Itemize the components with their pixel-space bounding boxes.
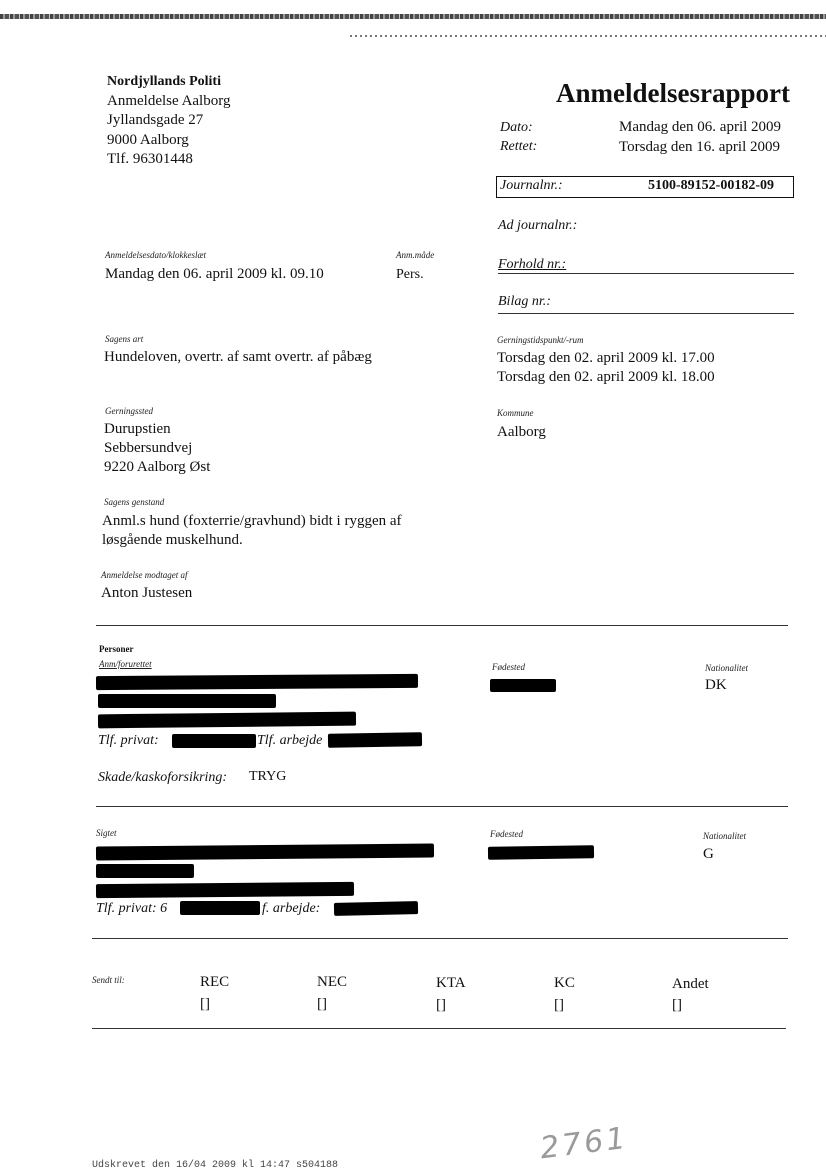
redaction-complainant-address1 — [98, 694, 276, 708]
divider-bottom — [92, 1028, 786, 1029]
fax-header-strip — [0, 14, 826, 19]
crime-time-to: Torsdag den 02. april 2009 kl. 18.00 — [497, 369, 715, 385]
sent-to-nec-checkbox[interactable]: [] — [317, 996, 327, 1012]
journal-number: 5100-89152-00182-09 — [648, 178, 774, 193]
report-time-value: Mandag den 06. april 2009 kl. 09.10 — [105, 266, 324, 282]
handwritten-number: 2761 — [538, 1120, 631, 1167]
sent-to-kta-label: KTA — [436, 975, 466, 991]
subject-label: Sagens genstand — [104, 497, 165, 507]
divider-sent-to — [92, 938, 788, 939]
insurance-value: TRYG — [249, 769, 287, 784]
redaction-suspect-name — [96, 844, 434, 861]
divider-suspect — [96, 806, 788, 807]
date-label: Dato: — [500, 120, 533, 135]
sender-phone: Tlf. 96301448 — [107, 151, 193, 167]
forhold-label: Forhold nr.: — [498, 257, 567, 272]
complainant-nationality-label: Nationalitet — [705, 663, 749, 673]
case-type-value: Hundeloven, overtr. af samt overtr. af påbæg — [104, 349, 372, 365]
crime-place-label: Gerningssted — [105, 406, 153, 416]
sender-city: 9000 Aalborg — [107, 132, 189, 148]
sent-to-kta-checkbox[interactable]: [] — [436, 997, 446, 1013]
bilag-label: Bilag nr.: — [498, 294, 551, 309]
redaction-suspect-phone-private — [180, 901, 260, 915]
date-value: Mandag den 06. april 2009 — [619, 119, 782, 135]
sent-to-rec-label: REC — [200, 974, 230, 990]
complainant-nationality: DK — [705, 677, 727, 693]
sender-street: Jyllandsgade 27 — [107, 112, 204, 128]
redaction-complainant-address2 — [98, 712, 356, 729]
sent-to-andet-label: Andet — [672, 976, 709, 992]
sent-to-kc-label: KC — [554, 975, 575, 991]
insurance-label: Skade/kaskoforsikring: — [98, 770, 228, 785]
suspect-phone-private-label: Tlf. privat: 6 — [96, 901, 168, 916]
subject-line2: løsgående muskelhund. — [102, 532, 243, 548]
subject-line1: Anml.s hund (foxterrie/gravhund) bidt i ryggen af — [102, 513, 402, 529]
corrected-value: Torsdag den 16. april 2009 — [619, 139, 781, 155]
journal-label: Journalnr.: — [500, 178, 563, 193]
redaction-suspect-born — [488, 845, 594, 859]
crime-place-line3: 9220 Aalborg Øst — [104, 459, 211, 475]
divider-persons — [96, 625, 788, 626]
sender-org: Nordjyllands Politi — [107, 74, 221, 89]
crime-time-label: Gerningstidspunkt/-rum — [497, 335, 584, 345]
complainant-label: Anm/forurettet — [99, 659, 152, 669]
report-time-label: Anmeldelsesdato/klokkeslæt — [105, 250, 206, 260]
suspect-nationality-label: Nationalitet — [703, 831, 747, 841]
corrected-label: Rettet: — [500, 139, 538, 154]
received-by-value: Anton Justesen — [101, 585, 193, 601]
suspect-phone-work-label: f. arbejde: — [262, 901, 321, 916]
redaction-suspect-phone-work — [334, 901, 418, 916]
sent-to-andet-checkbox[interactable]: [] — [672, 997, 682, 1013]
print-footer: Udskrevet den 16/04 2009 kl 14:47 s504188 — [92, 1160, 339, 1171]
sent-to-rec-checkbox[interactable]: [] — [200, 996, 210, 1012]
suspect-nationality: G — [703, 846, 714, 862]
forhold-line — [498, 273, 794, 274]
fax-header-dots — [350, 35, 826, 37]
bilag-line — [498, 313, 794, 314]
redaction-complainant-born — [490, 679, 556, 692]
crime-time-from: Torsdag den 02. april 2009 kl. 17.00 — [497, 350, 715, 366]
sent-to-kc-checkbox[interactable]: [] — [554, 997, 564, 1013]
sender-dept: Anmeldelse Aalborg — [107, 93, 231, 109]
persons-heading: Personer — [99, 644, 134, 654]
redaction-suspect-address2 — [96, 882, 354, 898]
redaction-complainant-phone-work — [328, 732, 422, 748]
report-method-value: Pers. — [396, 267, 424, 282]
complainant-phone-private-label: Tlf. privat: — [98, 733, 159, 748]
report-title: Anmeldelsesrapport — [556, 78, 790, 108]
complainant-phone-work-label: Tlf. arbejde — [257, 733, 323, 748]
suspect-label: Sigtet — [96, 828, 117, 838]
municipality-value: Aalborg — [497, 424, 546, 440]
sent-to-nec-label: NEC — [317, 974, 347, 990]
redaction-complainant-name — [96, 674, 418, 690]
suspect-born-label: Fødested — [490, 829, 523, 839]
municipality-label: Kommune — [497, 408, 534, 418]
complainant-born-label: Fødested — [492, 662, 525, 672]
sent-to-label: Sendt til: — [92, 975, 125, 985]
redaction-suspect-address1 — [96, 864, 194, 878]
received-by-label: Anmeldelse modtaget af — [101, 570, 188, 580]
case-type-label: Sagens art — [105, 334, 144, 344]
ad-journal-label: Ad journalnr.: — [498, 218, 578, 233]
report-method-label: Anm.måde — [396, 250, 435, 260]
redaction-complainant-phone-private — [172, 734, 256, 748]
crime-place-line2: Sebbersundvej — [104, 440, 193, 456]
crime-place-line1: Durupstien — [104, 421, 171, 437]
